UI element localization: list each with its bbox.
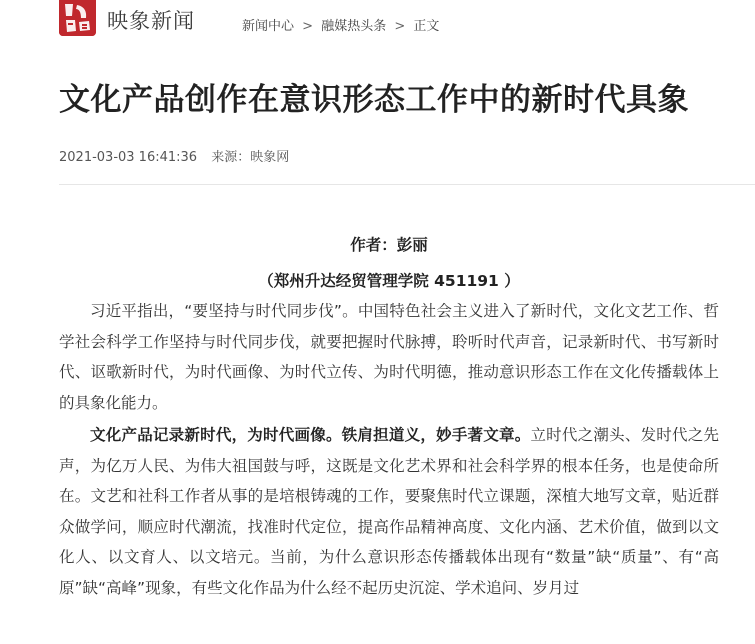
paragraph-lead-bold: 文化产品记录新时代，为时代画像。铁肩担道义，妙手著文章。 (90, 426, 531, 444)
paragraph-text: 习近平指出，“要坚持与时代同步伐”。中国特色社会主义进入了新时代，文化文艺工作、哲学社会科学工作坚持与时代同步伐，就要把握时代脉搏，聆听时代声音，记录新时代、书写新时代、讴歌新时代，为时代画像、为时代立传、为时代明德，推动意识形态工作在文化传播载体上的具象化能力。 (59, 302, 719, 412)
breadcrumb-separator: > (302, 19, 314, 34)
breadcrumb-current: 正文 (413, 19, 440, 34)
article-body (59, 230, 719, 603)
author-affiliation: （郑州升达经贸管理学院 451191 ） (258, 271, 520, 290)
red-seal-icon (59, 0, 96, 36)
breadcrumb-section-link[interactable]: 融媒热头条 (321, 19, 387, 34)
breadcrumb-home-link[interactable]: 新闻中心 (242, 19, 295, 34)
paragraph-text: 立时代之潮头、发时代之先声，为亿万人民、为伟大祖国鼓与呼，这既是文化艺术界和社会科学界的根本任务，也是使命所在。文艺和社科工作者从事的是培根铸魂的工作，要聚焦时代立课题，深植大地写文章，贴近群众做学问，顺应时代潮流，找准时代定位，提高作品精神高度、文化内涵、艺术价值，做到以文化人、以文育人、以文培元。当前，为什么意识形态传播载体出现有“数量”缺“质量”、有“高原”缺“高峰”现象，有些文化作品为什么经不起历史沉淀、学术追问、岁月过 (59, 426, 719, 597)
breadcrumb-separator: > (394, 19, 406, 34)
article-source: 来源：映象网 (211, 150, 290, 165)
site-logo-text[interactable]: 映象新闻 (107, 9, 195, 33)
article-author: 作者：彭丽 (350, 236, 428, 254)
article-paragraph (59, 420, 719, 603)
breadcrumb (242, 15, 439, 34)
header-divider (59, 184, 755, 185)
article-paragraph (59, 296, 719, 418)
publish-datetime: 2021-03-03 16:41:36 (59, 150, 198, 165)
logo-seal-icon[interactable] (59, 0, 96, 36)
article-meta (59, 146, 289, 165)
article-title: 文化产品创作在意识形态工作中的新时代具象 (59, 82, 689, 118)
